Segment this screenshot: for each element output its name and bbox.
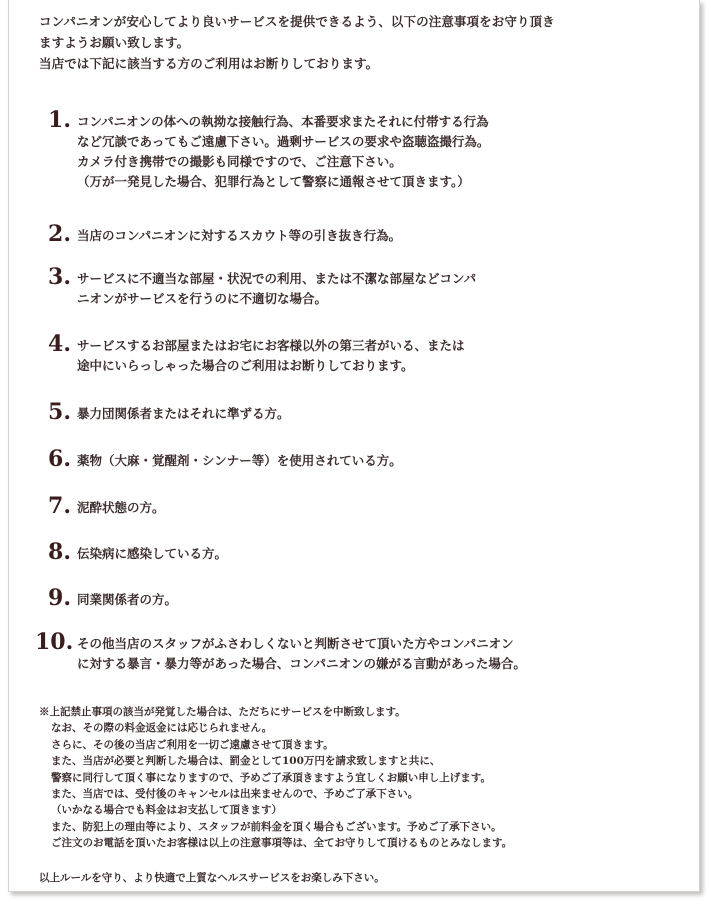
rule-line: ニオンがサービスを行うのに不適切な場合。 <box>77 291 328 306</box>
notice-line: また、防犯上の理由等により、スタッフが前料金を頂く場合もございます。予めご了承下さい。 <box>51 820 502 833</box>
rule-line: サービスするお部屋またはお宅にお客様以外の第三者がいる、または <box>77 338 465 353</box>
rule-line: 泥酔状態の方。 <box>77 500 165 515</box>
rule-line: 同業関係者の方。 <box>77 592 178 607</box>
rule-line: など冗談であってもご遠慮下さい。過剰サービスの要求や盗聴盗撮行為。 <box>77 134 490 149</box>
rule-number: 6. <box>48 446 71 472</box>
rule-number: 4. <box>48 331 71 357</box>
notice-line: さらに、その後の当店ご利用を一切ご遠慮させて頂きます。 <box>51 738 334 751</box>
notice-line: 警察に同行して頂く事になりますので、予めご了承頂きますよう宜しくお願い申し上げます。 <box>51 771 491 784</box>
rule-line: その他当店のスタッフがふさわしくないと判断させて頂いた方やコンパニオン <box>77 636 514 651</box>
rule-text <box>77 226 687 246</box>
rule-number: 9. <box>48 585 71 611</box>
rule-text <box>77 404 687 424</box>
rule-text <box>77 112 687 192</box>
rule-line: 暴力団関係者またはそれに準ずる方。 <box>77 406 290 421</box>
rule-number: 1. <box>48 107 71 133</box>
rule-number: 10. <box>35 629 74 655</box>
notice-text <box>39 704 689 852</box>
rule-text <box>77 590 687 610</box>
rule-line: 当店のコンパニオンに対するスカウト等の引き抜き行為。 <box>77 228 402 243</box>
rule-line: 薬物（大麻・覚醒剤・シンナー等）を使用されている方。 <box>77 453 402 468</box>
rule-line: コンパニオンの体への執拗な接触行為、本番要求またそれに付帯する行為 <box>77 114 489 129</box>
closing-text: 以上ルールを守り、より快適で上質なヘルスサービスをお楽しみ下さい。 <box>39 872 385 884</box>
intro-line: 当店では下記に該当する方のご利用はお断りしております。 <box>39 56 379 71</box>
rule-text <box>77 269 687 309</box>
rule-number: 5. <box>48 399 71 425</box>
notice-line: ご注文のお電話を頂いたお客様は以上の注意事項等は、全てお守りして頂けるものとみなします。 <box>51 837 513 850</box>
notice-line: ※上記禁止事項の該当が発覚した場合は、ただちにサービスを中断致します。 <box>39 706 406 718</box>
rule-text <box>77 544 687 564</box>
rule-text <box>77 634 687 674</box>
rule-text <box>77 451 687 471</box>
notice-line: また、当店では、受付後のキャンセルは出来ませんので、予めご了承下さい。 <box>51 788 419 801</box>
notice-line: （いかなる場合でも料金はお支払して頂きます） <box>51 804 282 817</box>
rule-line: サービスに不適当な部屋・状況での利用、または不潔な部屋などコンパ <box>77 271 477 286</box>
rule-line: 伝染病に感染している方。 <box>77 546 228 561</box>
rule-number: 2. <box>48 221 71 247</box>
notice-line: なお、その際の料金返金には応じられません。 <box>51 722 273 735</box>
rules-panel <box>8 0 700 892</box>
rule-line: （万が一発見した場合、犯罪行為として警察に通報させて頂きます。） <box>77 174 470 189</box>
rule-line: カメラ付き携帯での撮影も同様ですので、ご注意下さい。 <box>77 154 402 169</box>
rule-number: 7. <box>48 493 71 519</box>
rule-number: 8. <box>48 539 71 565</box>
intro-line: ますようお願い致します。 <box>39 35 190 50</box>
rule-text <box>77 498 687 518</box>
intro-line: コンパニオンが安心してより良いサービスを提供できるよう、以下の注意事項をお守り頂き <box>39 14 555 29</box>
intro-text <box>39 11 689 74</box>
rule-line: 途中にいらっしゃった場合のご利用はお断りしております。 <box>77 358 414 373</box>
notice-line: また、当店が必要と判断した場合は、罰金として100万円を請求致しますと共に、 <box>51 755 441 768</box>
rule-line: に対する暴言・暴力等があった場合、コンパニオンの嫌がる言動があった場合。 <box>77 656 526 671</box>
rule-number: 3. <box>48 264 71 290</box>
rule-text <box>77 336 687 376</box>
